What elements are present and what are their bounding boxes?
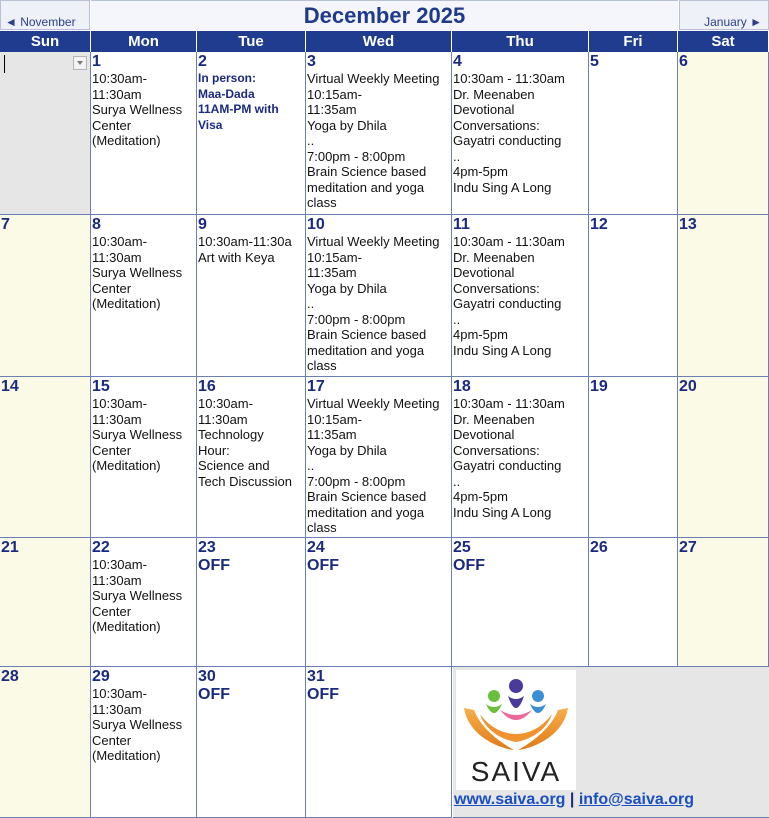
day-number: 28 [1, 668, 19, 685]
day-cell[interactable] [452, 52, 589, 215]
day-number: 3 [307, 53, 316, 70]
day-cell[interactable] [589, 52, 678, 215]
weekday-mon: Mon [91, 31, 197, 52]
day-number: 19 [590, 378, 608, 395]
day-cell[interactable] [306, 667, 452, 818]
website-link[interactable]: www.saiva.org [454, 791, 566, 808]
off-label: OFF [198, 557, 230, 574]
event-text[interactable]: 10:30am- 11:30am Surya Wellness Center (Meditation) [92, 396, 183, 473]
event-text[interactable]: 10:30am- 11:30am Surya Wellness Center (Meditation) [92, 71, 183, 148]
event-text[interactable]: 10:30am-11:30a Art with Keya [198, 234, 292, 265]
day-cell[interactable] [197, 215, 306, 377]
day-cell[interactable] [589, 215, 678, 377]
prev-month-nav [0, 0, 90, 30]
day-number: 26 [590, 539, 608, 556]
day-cell[interactable] [0, 538, 91, 667]
day-cell[interactable] [91, 215, 197, 377]
day-cell[interactable] [197, 538, 306, 667]
day-cell[interactable] [678, 215, 769, 377]
day-cell[interactable] [91, 377, 197, 538]
day-cell[interactable] [306, 538, 452, 667]
event-text[interactable]: 10:30am - 11:30am Dr. Meenaben Devotional Conversations: Gayatri conducting .. 4pm-5pm Indu Sing A Long [453, 71, 565, 195]
link-separator: | [565, 791, 579, 808]
off-label: OFF [453, 557, 485, 574]
event-text[interactable]: Virtual Weekly Meeting 10:15am- 11:35am Yoga by Dhila .. 7:00pm - 8:00pm Brain Science based meditation and yoga class [307, 396, 440, 535]
saiva-logo [456, 670, 576, 790]
day-cell[interactable] [306, 377, 452, 538]
saiva-logo-icon [456, 670, 576, 760]
off-label: OFF [198, 686, 230, 703]
prev-month-link[interactable]: ◄ November [5, 15, 76, 29]
event-text[interactable]: 10:30am - 11:30am Dr. Meenaben Devotional Conversations: Gayatri conducting .. 4pm-5pm Indu Sing A Long [453, 234, 565, 358]
day-number: 6 [679, 53, 688, 70]
day-number: 8 [92, 216, 101, 233]
day-cell[interactable] [306, 215, 452, 377]
off-label: OFF [307, 686, 339, 703]
weekday-sat: Sat [678, 31, 769, 52]
day-cell[interactable] [678, 377, 769, 538]
weekday-header-row [0, 31, 769, 52]
day-number: 15 [92, 378, 110, 395]
email-link[interactable]: info@saiva.org [578, 791, 695, 808]
text-cursor [4, 55, 5, 73]
day-number: 4 [453, 53, 462, 70]
day-cell[interactable] [452, 538, 589, 667]
day-cell[interactable] [0, 667, 91, 818]
day-cell[interactable] [0, 377, 91, 538]
day-cell[interactable] [589, 377, 678, 538]
day-number: 25 [453, 539, 471, 556]
day-cell[interactable] [678, 538, 769, 667]
day-cell[interactable] [91, 538, 197, 667]
day-number: 20 [679, 378, 697, 395]
day-number: 12 [590, 216, 608, 233]
day-number: 30 [198, 668, 216, 685]
day-cell[interactable] [197, 667, 306, 818]
event-text[interactable]: 10:30am - 11:30am Dr. Meenaben Devotional Conversations: Gayatri conducting .. 4pm-5pm Indu Sing A Long [453, 396, 565, 520]
day-number: 10 [307, 216, 325, 233]
event-text[interactable]: Virtual Weekly Meeting 10:15am- 11:35am Yoga by Dhila .. 7:00pm - 8:00pm Brain Science based meditation and yoga class [307, 71, 440, 210]
day-cell[interactable] [452, 215, 589, 377]
day-cell[interactable] [678, 52, 769, 215]
calendar-header [0, 0, 769, 32]
day-number: 13 [679, 216, 697, 233]
day-number: 24 [307, 539, 325, 556]
event-text[interactable]: 10:30am- 11:30am Surya Wellness Center (Meditation) [92, 234, 183, 311]
event-text[interactable]: 10:30am- 11:30am Technology Hour: Science and Tech Discussion [198, 396, 292, 489]
day-cell[interactable] [197, 377, 306, 538]
month-title: December 2025 [91, 0, 678, 30]
day-number: 7 [1, 216, 10, 233]
weekday-fri: Fri [589, 31, 678, 52]
day-cell[interactable] [91, 52, 197, 215]
day-cell[interactable] [91, 667, 197, 818]
day-number: 5 [590, 53, 599, 70]
weekday-thu: Thu [452, 31, 589, 52]
day-number: 14 [1, 378, 19, 395]
day-cell[interactable] [0, 215, 91, 377]
day-number: 17 [307, 378, 325, 395]
event-text[interactable]: In person: Maa-Dada 11AM-PM with Visa [198, 71, 279, 132]
next-month-nav [679, 0, 769, 30]
contact-links [454, 791, 694, 809]
day-cell[interactable] [197, 52, 306, 215]
next-month-link[interactable]: January ► [704, 15, 762, 29]
day-number: 18 [453, 378, 471, 395]
day-number: 11 [453, 216, 470, 233]
chevron-down-icon[interactable] [73, 56, 87, 70]
logo-cell [453, 667, 769, 818]
day-number: 29 [92, 668, 110, 685]
day-number: 2 [198, 53, 207, 70]
day-number: 1 [92, 53, 101, 70]
day-number: 31 [307, 668, 325, 685]
day-cell[interactable] [452, 377, 589, 538]
off-label: OFF [307, 557, 339, 574]
event-text[interactable]: 10:30am- 11:30am Surya Wellness Center (Meditation) [92, 557, 183, 634]
weekday-wed: Wed [306, 31, 452, 52]
day-number: 23 [198, 539, 216, 556]
event-text[interactable]: 10:30am- 11:30am Surya Wellness Center (Meditation) [92, 686, 183, 763]
day-number: 22 [92, 539, 110, 556]
day-cell[interactable] [589, 538, 678, 667]
day-cell[interactable] [0, 52, 91, 215]
day-cell[interactable] [306, 52, 452, 215]
weekday-sun: Sun [0, 31, 91, 52]
day-number: 9 [198, 216, 207, 233]
day-number: 27 [679, 539, 697, 556]
day-number: 21 [1, 539, 19, 556]
logo-wordmark: SAIVA [470, 756, 562, 787]
event-text[interactable]: Virtual Weekly Meeting 10:15am- 11:35am Yoga by Dhila .. 7:00pm - 8:00pm Brain Science based meditation and yoga class [307, 234, 440, 373]
day-number: 16 [198, 378, 216, 395]
weekday-tue: Tue [197, 31, 306, 52]
